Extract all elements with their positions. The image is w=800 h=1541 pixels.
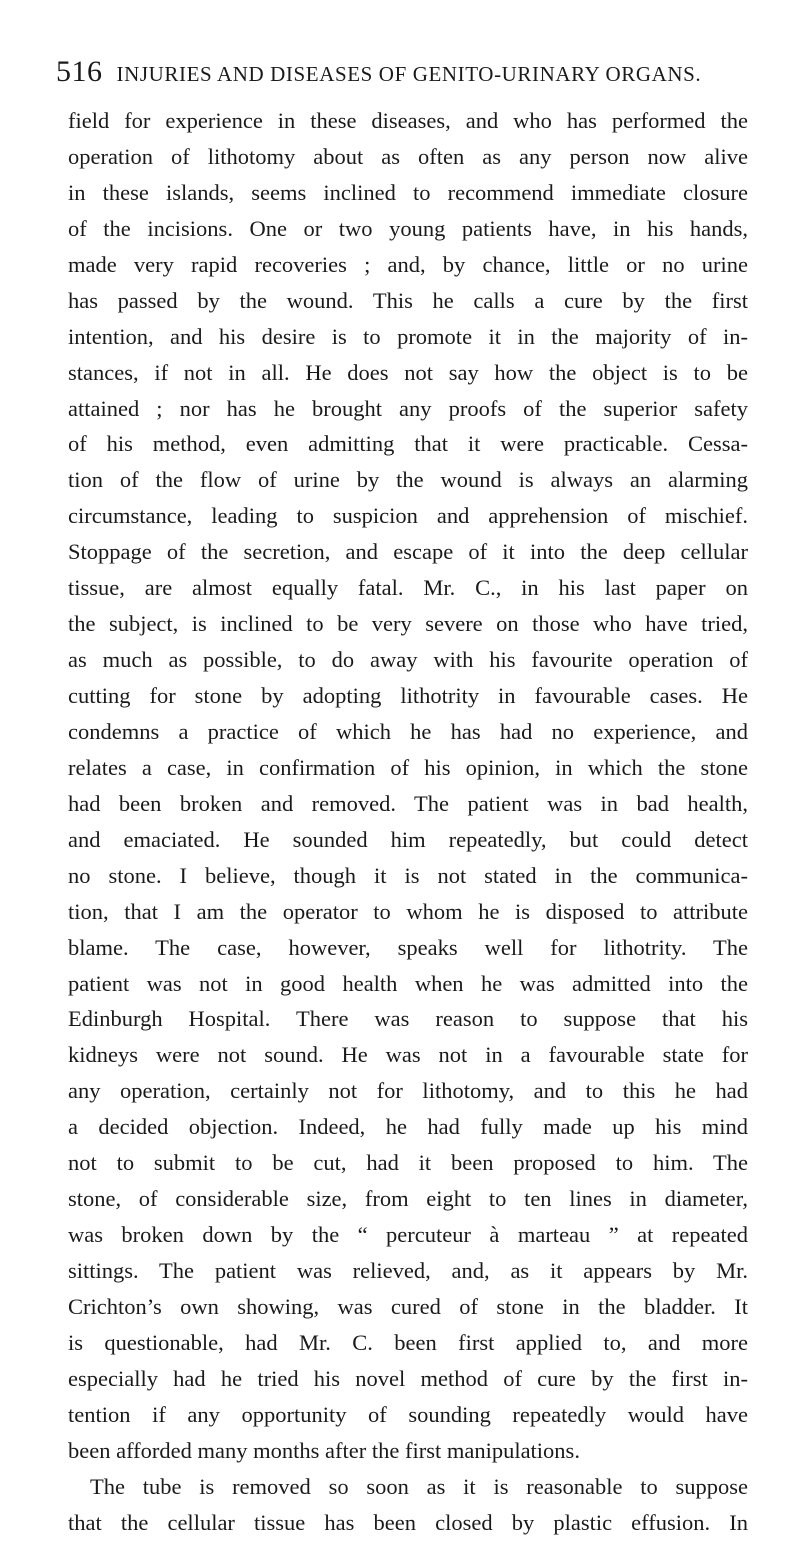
text-line: was broken down by the “ percuteur à marteau ” at repeated: [68, 1222, 748, 1248]
text-line: tissue, are almost equally fatal. Mr. C., in his last paper on: [68, 575, 748, 601]
text-line: Stoppage of the secretion, and escape of it into the deep cellular: [68, 539, 748, 565]
text-line: cutting for stone by adopting lithotrity in favourable cases. He: [68, 683, 748, 708]
text-line: a decided objection. Indeed, he had fully made up his mind: [68, 1114, 748, 1140]
text-line: had been broken and removed. The patient was in bad health,: [68, 790, 748, 816]
text-line: tion, that I am the operator to whom he is disposed to attribute: [68, 898, 748, 924]
text-line: especially had he tried his novel method of cure by the first in-: [68, 1365, 748, 1391]
text-line: field for experience in these diseases, and who has performed the: [68, 108, 748, 133]
text-line: attained ; nor has he brought any proofs of the superior safety: [68, 395, 748, 421]
text-line: intention, and his desire is to promote it in the majority of in-: [68, 323, 748, 349]
text-line: of the incisions. One or two young patients have, in his hands,: [68, 215, 748, 241]
running-head: [56, 52, 756, 92]
text-line: condemns a practice of which he has had no experience, and: [68, 718, 748, 744]
text-line: tention if any opportunity of sounding repeatedly would have: [68, 1401, 748, 1427]
running-title: INJURIES AND DISEASES OF GENITO-URINARY ORGANS.: [116, 62, 702, 86]
text-line: made very rapid recoveries ; and, by chance, little or no urine: [68, 251, 748, 277]
text-line: stone, of considerable size, from eight to ten lines in diameter,: [68, 1186, 748, 1212]
text-line: circumstance, leading to suspicion and apprehension of mischief.: [68, 503, 748, 529]
text-line: any operation, certainly not for lithotomy, and to this he had: [68, 1078, 748, 1104]
text-line: stances, if not in all. He does not say how the object is to be: [68, 359, 748, 385]
text-line: in these islands, seems inclined to recommend immediate closure: [68, 179, 748, 205]
text-line: the subject, is inclined to be very severe on those who have tried,: [68, 611, 748, 637]
text-line: has passed by the wound. This he calls a cure by the first: [68, 287, 748, 313]
text-line: that the cellular tissue has been closed by plastic effusion. In: [68, 1509, 748, 1535]
text-line: is questionable, had Mr. C. been first applied to, and more: [68, 1329, 748, 1355]
text-line: no stone. I believe, though it is not stated in the communica-: [68, 862, 748, 888]
text-line: patient was not in good health when he was admitted into the: [68, 970, 748, 996]
text-line: and emaciated. He sounded him repeatedly, but could detect: [68, 826, 748, 852]
text-line: tion of the flow of urine by the wound is always an alarming: [68, 467, 748, 493]
text-line: of his method, even admitting that it were practicable. Cessa-: [68, 431, 748, 457]
text-line: not to submit to be cut, had it been proposed to him. The: [68, 1150, 748, 1176]
page-number: 516: [56, 55, 103, 88]
text-line: Crichton’s own showing, was cured of stone in the bladder. It: [68, 1293, 748, 1319]
text-line: sittings. The patient was relieved, and, as it appears by Mr.: [68, 1258, 748, 1283]
text-line: blame. The case, however, speaks well for lithotrity. The: [68, 934, 748, 960]
text-line: The tube is removed so soon as it is reasonable to suppose: [90, 1473, 748, 1499]
body-text: [68, 103, 748, 1541]
text-line: Edinburgh Hospital. There was reason to suppose that his: [68, 1006, 748, 1032]
text-line: relates a case, in confirmation of his opinion, in which the stone: [68, 754, 748, 780]
text-line: as much as possible, to do away with his favourite operation of: [68, 647, 748, 673]
text-line: kidneys were not sound. He was not in a favourable state for: [68, 1042, 748, 1068]
text-line: operation of lithotomy about as often as any person now alive: [68, 143, 748, 169]
text-line: been afforded many months after the first manipulations.: [68, 1437, 580, 1463]
